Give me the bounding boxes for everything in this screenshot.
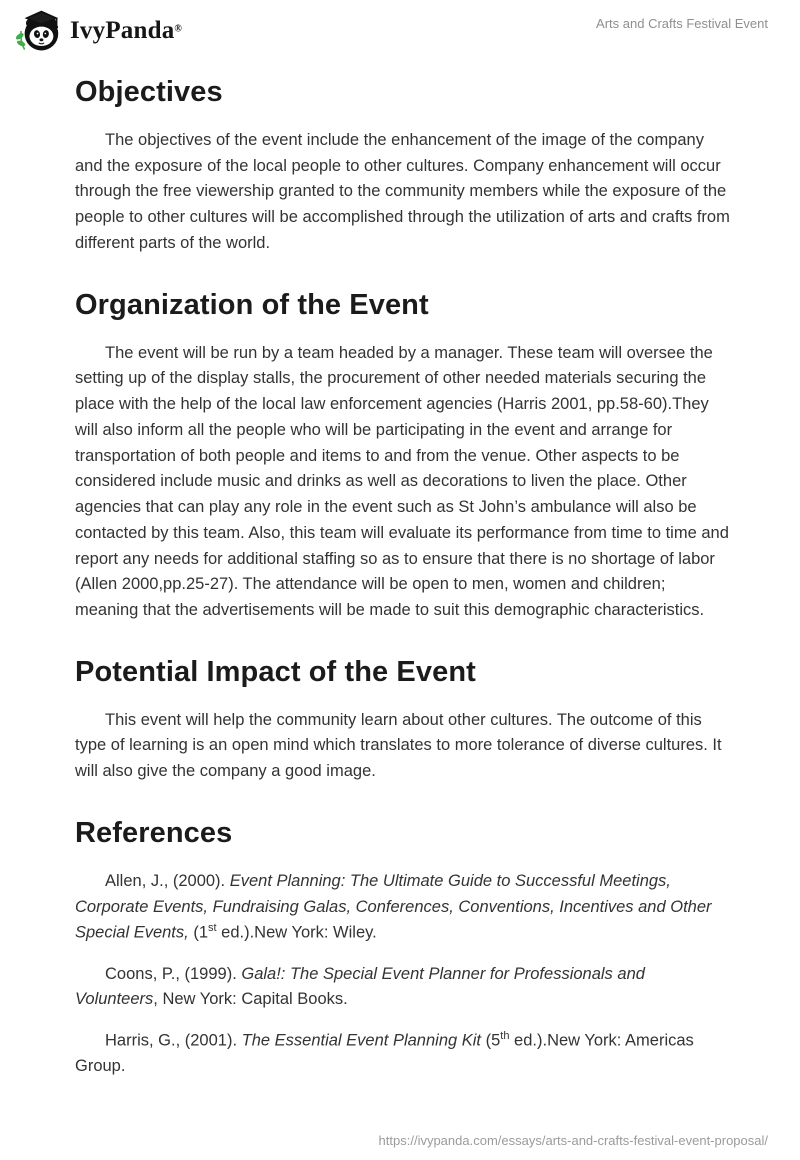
heading-objectives: Objectives <box>75 76 223 108</box>
page-header <box>0 0 800 62</box>
reference-item: Harris, G., (2001). The Essential Event Planning Kit (5th ed.).New York: Americas Group. <box>75 1030 694 1076</box>
heading-impact: Potential Impact of the Event <box>75 655 476 688</box>
section-impact <box>75 656 730 785</box>
document-title: Arts and Crafts Festival Event <box>596 16 768 31</box>
paragraph-organization: The event will be run by a team headed by a manager. These team will oversee the setting up of the display stalls, the procurement of other needed materials securing the place with the help of the local law enforcement agencies (Harris 2001, pp.58-60).They will also inform all the people who will be participating in the event and arrange for transportation of both people and items to and from the venue. Other aspects to be considered include music and drinks as well as decorations to liven the place. Other agencies that can play any role in the event such as St John’s ambulance will also be contacted by this team. Also, this team will evaluate its performance from time to time and report any needs for additional staffing so as to ensure that there is no shortage of labor (Allen 2000,pp.25-27). The attendance will be open to men, women and children; meaning that the advertisements will be made to suit this demographic characteristics. <box>75 343 729 620</box>
document-body <box>0 62 800 1160</box>
reference-item: Coons, P., (1999). Gala!: The Special Event Planner for Professionals and Volunteers, New York: Capital Books. <box>75 964 645 1009</box>
paragraph-objectives: The objectives of the event include the enhancement of the image of the company and the exposure of the local people to other cultures. Company enhancement will occur through the free viewership granted to the community members while the exposure of the people to other cultures will be accomplished through the utilization of arts and crafts from different parts of the world. <box>75 131 730 252</box>
brand-wordmark <box>70 17 182 45</box>
section-organization <box>75 289 730 624</box>
reference-item: Allen, J., (2000). Event Planning: The Ultimate Guide to Successful Meetings, Corporate Events, Fundraising Galas, Conferences, Conventions, Incentives and Other Special Events, (1st ed.).New York: Wiley. <box>75 871 712 942</box>
section-references <box>75 817 730 1080</box>
heading-organization: Organization of the Event <box>75 288 429 321</box>
ivypanda-logo-icon <box>14 8 60 54</box>
section-objectives <box>75 76 730 257</box>
heading-references: References <box>75 816 233 849</box>
source-url-link[interactable]: https://ivypanda.com/essays/arts-and-crafts-festival-event-proposal/ <box>378 1133 768 1148</box>
paragraph-impact: This event will help the community learn about other cultures. The outcome of this type of learning is an open mind which translates to more tolerance of diverse cultures. It will also give the company a good image. <box>75 710 722 781</box>
page-footer <box>379 1133 768 1148</box>
registered-mark: ® <box>174 23 182 35</box>
brand-name: IvyPanda <box>70 17 175 44</box>
ivypanda-brand[interactable] <box>14 8 182 54</box>
